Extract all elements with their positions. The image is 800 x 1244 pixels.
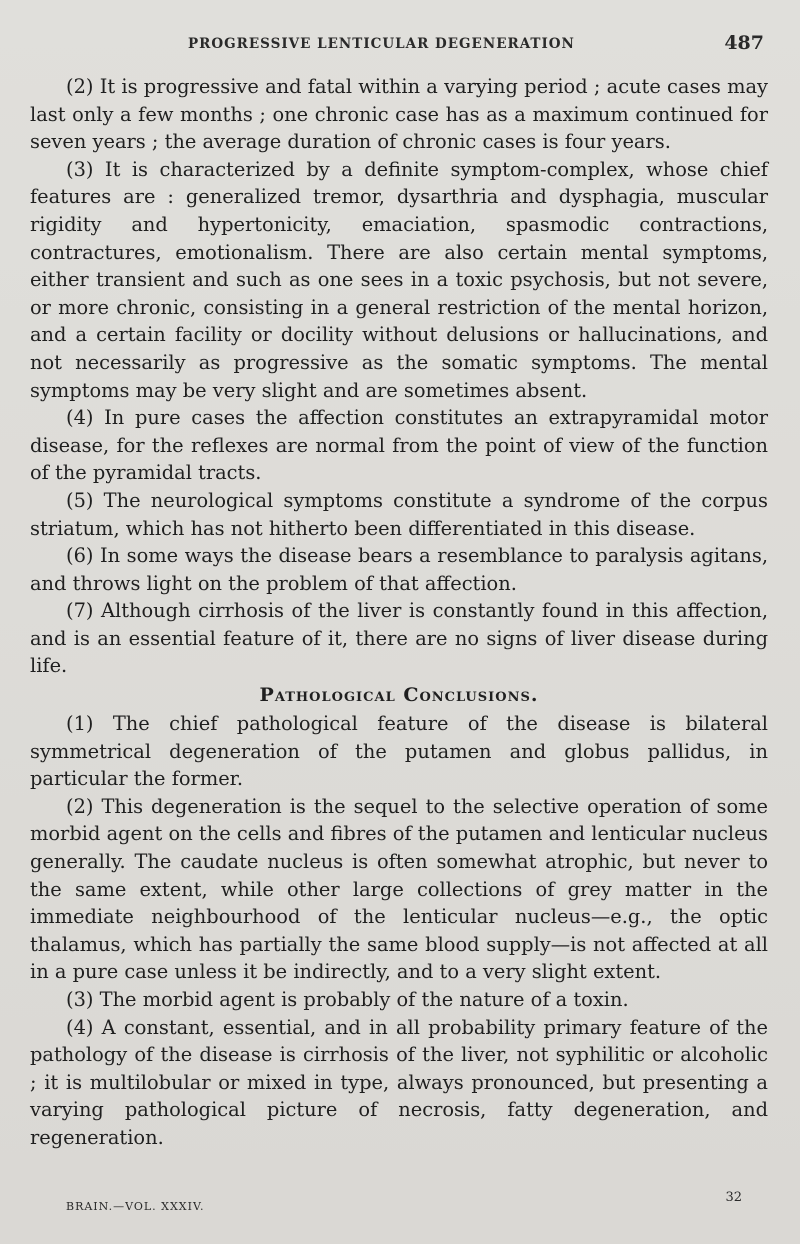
paragraph-clinical-2: (2) It is progressive and fatal within a varying period ; acute cases may last only a few months ; one chronic case has as a maximum continued for seven years ; the average duration of chronic cases is four years. [30,75,768,154]
section-heading: Pathological Conclusions. [259,684,539,707]
signature-mark: 32 [725,1190,742,1205]
paragraph-pathological-3: (3) The morbid agent is probably of the nature of a toxin. [66,988,629,1011]
paragraph-pathological-1: (1) The chief pathological feature of the disease is bilateral symmetrical degeneration of the putamen and globus pallidus, in particular the former. [30,712,768,791]
paragraph-pathological-2: (2) This degeneration is the sequel to the selective operation of some morbid agent on the cells and fibres of the putamen and lenticular nucleus generally. The caudate nucleus is often somewhat atrophic, but never to the same extent, while other large collections of grey matter in the immediate neighbourhood of the lenticular nucleus—e.g., the optic thalamus, which has partially the same blood supply—is not affected at all in a pure case unless it be indirectly, and to a very slight extent. [30,794,768,984]
paragraph-clinical-3: (3) It is characterized by a definite symptom-complex, whose chief features are : generalized tremor, dysarthria and dysphagia, muscular rigidity and hypertonicity, emaciation, spasmodic contractions, contractures, emotionalism. There are also certain mental symptoms, either transient and such as one sees in a toxic psychosis, but not severe, or more chronic, consisting in a general restriction of the mental horizon, and a certain facility or docility without delusions or hallucinations, and not necessarily as progressive as the somatic symptoms. The mental symptoms may be very slight and are sometimes absent. [30,157,768,402]
page-number: 487 [724,32,764,54]
running-title: PROGRESSIVE LENTICULAR DEGENERATION [188,36,575,52]
paragraph-clinical-6: (6) In some ways the disease bears a resemblance to paralysis agitans, and throws light on the problem of that affection. [30,544,768,595]
paragraph-clinical-7: (7) Although cirrhosis of the liver is constantly found in this affection, and is an essential feature of it, there are no signs of liver disease during life. [30,599,768,678]
paragraph-pathological-4: (4) A constant, essential, and in all probability primary feature of the pathology of the disease is cirrhosis of the liver, not syphilitic or alcoholic ; it is multilobular or mixed in type, always pronounced, but presenting a varying pathological picture of necrosis, fatty degeneration, and regeneration. [30,1015,768,1149]
page-body [30,73,768,1152]
paragraph-clinical-5: (5) The neurological symptoms constitute a syndrome of the corpus striatum, which has not hitherto been differentiated in this disease. [30,488,768,540]
paragraph-clinical-4: (4) In pure cases the affection constitutes an extrapyramidal motor disease, for the reflexes are normal from the point of view of the function of the pyramidal tracts. [30,406,768,485]
journal-footer: BRAIN.—VOL. XXXIV. [66,1200,205,1213]
